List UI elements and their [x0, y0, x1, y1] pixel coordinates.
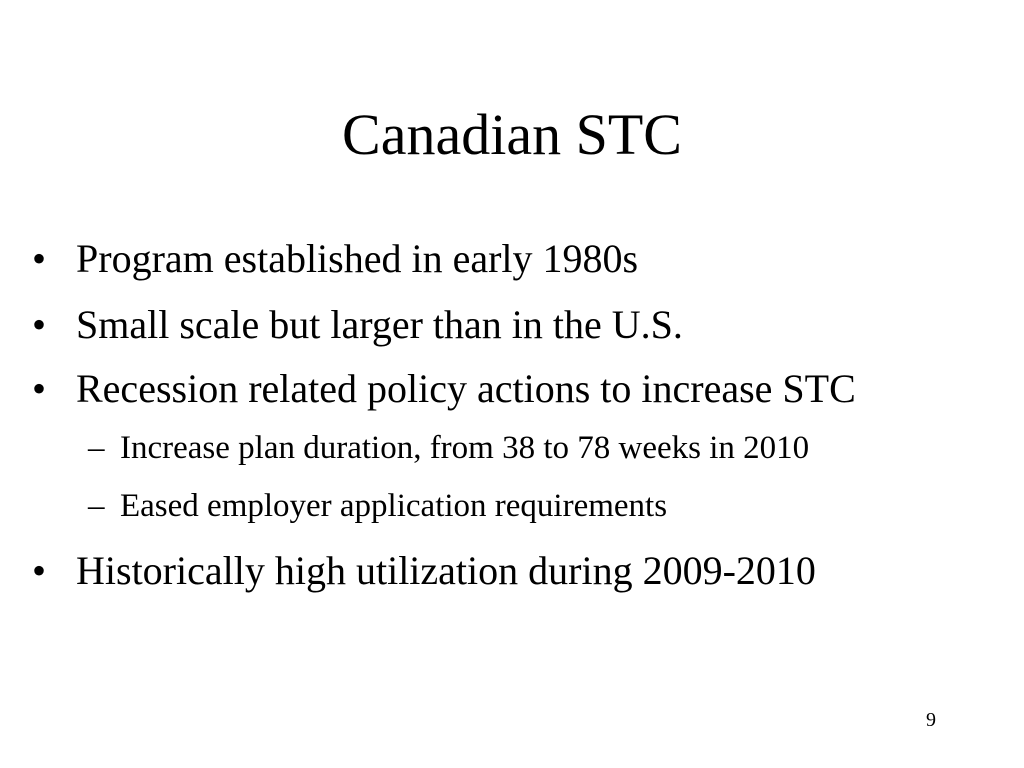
bullet-item [32, 302, 683, 348]
bullet-marker: • [32, 366, 47, 411]
page-number: 9 [926, 709, 936, 731]
bullet-text: Small scale but larger than in the U.S. [76, 302, 683, 347]
slide-title: Canadian STC [342, 102, 682, 167]
sub-bullet-text: Eased employer application requirements [120, 488, 668, 524]
sub-bullet-item [88, 486, 668, 526]
sub-bullet-text: Increase plan duration, from 38 to 78 weeks in 2010 [120, 430, 810, 466]
sub-bullet-marker: – [88, 430, 105, 466]
bullet-marker: • [32, 302, 47, 347]
sub-bullet-item [88, 428, 810, 468]
bullet-text: Historically high utilization during 2009-2010 [76, 548, 816, 593]
bullet-text: Program established in early 1980s [76, 236, 639, 281]
bullet-item [32, 236, 639, 282]
bullet-text: Recession related policy actions to increase STC [76, 366, 856, 411]
bullet-item [32, 366, 856, 412]
sub-bullet-marker: – [88, 488, 105, 524]
bullet-marker: • [32, 236, 47, 281]
bullet-marker: • [32, 548, 47, 593]
bullet-item [32, 548, 816, 594]
